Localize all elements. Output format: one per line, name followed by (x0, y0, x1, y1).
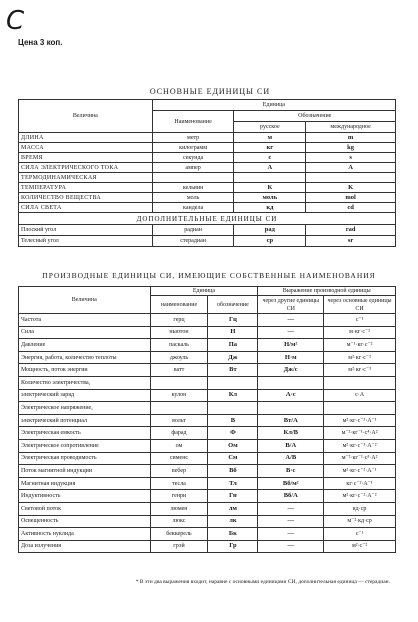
header-name: Наименование (152, 111, 234, 133)
table-cell: Электрическая емкость (19, 427, 151, 440)
table-cell: Количество электричества, (19, 376, 151, 389)
table-cell: ТЕРМОДИНАМИЧЕСКАЯ (19, 173, 153, 183)
header-symbol: обозначение (208, 296, 258, 314)
table-cell: лм (208, 502, 258, 515)
table-cell: Вт/А (258, 414, 324, 427)
table-cell: Мощность, поток энергии (19, 364, 151, 377)
table-cell: м⁻¹·кг·с⁻² (324, 339, 396, 352)
table-row (19, 193, 396, 203)
table-cell: м·кг·с⁻² (324, 326, 396, 339)
table-cell: Дж (208, 351, 258, 364)
table-cell: КОЛИЧЕСТВО ВЕЩЕСТВА (19, 193, 153, 203)
header-international: международное (306, 122, 396, 133)
table-cell: — (258, 326, 324, 339)
table-cell: м²·кг·с⁻³·А⁻² (324, 439, 396, 452)
table-cell: м²·кг·с⁻³ (324, 364, 396, 377)
table-cell: Н (208, 326, 258, 339)
table-cell: стерадиан (152, 236, 234, 247)
table-cell: ньютон (150, 326, 208, 339)
table-row (19, 465, 396, 478)
table-cell: Световой поток (19, 502, 151, 515)
table2-title: ПРОИЗВОДНЫЕ ЕДИНИЦЫ СИ, ИМЕЮЩИЕ СОБСТВЕННЫЕ НАИМЕНОВАНИЯ (42, 271, 376, 280)
table-cell: радиан (152, 225, 234, 236)
table-cell: A (306, 163, 396, 173)
table-cell: Освещенность (19, 515, 151, 528)
table-row (19, 326, 396, 339)
table-cell: электрический потенциал (19, 414, 151, 427)
table-cell: ватт (150, 364, 208, 377)
table-cell: м²·кг·с⁻³·А⁻¹ (324, 414, 396, 427)
table-cell: Вт (208, 364, 258, 377)
table-cell: Давление (19, 339, 151, 352)
table-cell: с (234, 153, 306, 163)
table-cell: — (258, 540, 324, 553)
table-row (19, 163, 396, 173)
table-cell: — (258, 314, 324, 327)
footnote: * В эти два выражения входит, наравне с основными единицами СИ, дополнительная единица — стерадиан. (135, 579, 390, 585)
table-row (19, 183, 396, 193)
table-cell: лк (208, 515, 258, 528)
table-cell: Ом (208, 439, 258, 452)
table-row (19, 528, 396, 541)
header-other-units: через другие единицы СИ (258, 296, 324, 314)
table-cell: Н·м (258, 351, 324, 364)
table-cell: м²·кг·с⁻²·А⁻² (324, 490, 396, 503)
header-name: наименование (150, 296, 208, 314)
table-cell: беккерель (150, 528, 208, 541)
table-cell: Па (208, 339, 258, 352)
table-cell: с⁻¹ (324, 528, 396, 541)
supplementary-title-row (19, 213, 396, 225)
table-cell: Поток магнитной индукции (19, 465, 151, 478)
table-cell: кг·с⁻²·А⁻¹ (324, 477, 396, 490)
table-cell: м⁻²·кг⁻¹·с⁴·А² (324, 427, 396, 440)
table-row (19, 439, 396, 452)
table-cell: м (234, 133, 306, 143)
table-cell: В·с (258, 465, 324, 478)
table-cell: Гн (208, 490, 258, 503)
table-cell: К (234, 183, 306, 193)
table-row (19, 515, 396, 528)
table-cell: Энергия, работа, количество теплоты (19, 351, 151, 364)
table-cell: s (306, 153, 396, 163)
table-row (19, 364, 396, 377)
table-cell: генри (150, 490, 208, 503)
table-cell: сименс (150, 452, 208, 465)
table-cell: ТЕМПЕРАТУРА (19, 183, 153, 193)
table-cell: Бк (208, 528, 258, 541)
table-cell: Тл (208, 477, 258, 490)
table-cell: м⁻²·кд·ср (324, 515, 396, 528)
table-cell: В (208, 414, 258, 427)
table-cell: кулон (150, 389, 208, 402)
header-russian: русское (234, 122, 306, 133)
table-row (19, 133, 396, 143)
corner-mark: C (6, 6, 25, 36)
table-cell: м²·с⁻² (324, 540, 396, 553)
table-cell: Вб (208, 465, 258, 478)
header-unit: Единица (152, 100, 395, 111)
table-cell: тесла (150, 477, 208, 490)
table-cell: ВРЕМЯ (19, 153, 153, 163)
table-row (19, 143, 396, 153)
table-row (19, 414, 396, 427)
table-cell (258, 402, 324, 415)
table-cell: m (306, 133, 396, 143)
table-row (19, 540, 396, 553)
table-cell (306, 173, 396, 183)
table-cell: Гр (208, 540, 258, 553)
table-cell (208, 402, 258, 415)
table-cell: Доза излучения (19, 540, 151, 553)
table-cell: А·с (258, 389, 324, 402)
table-cell: метр (152, 133, 234, 143)
header-base-units: через основные единицы СИ (324, 296, 396, 314)
table-cell: Электрическое сопротивление (19, 439, 151, 452)
table-cell (150, 376, 208, 389)
table-cell: ДОПОЛНИТЕЛЬНЫЕ ЕДИНИЦЫ СИ (19, 213, 396, 225)
table-cell: — (258, 528, 324, 541)
table-row (19, 389, 396, 402)
table-cell: ампер (152, 163, 234, 173)
table-row (19, 376, 396, 389)
table-cell: м⁻²·кг⁻¹·с³·А² (324, 452, 396, 465)
table-cell (234, 173, 306, 183)
table-cell: ср (234, 236, 306, 247)
table-cell: вольт (150, 414, 208, 427)
table-cell: В/А (258, 439, 324, 452)
table-cell: — (258, 515, 324, 528)
table-cell: ДЛИНА (19, 133, 153, 143)
table-cell: Дж/с (258, 364, 324, 377)
table-cell: kg (306, 143, 396, 153)
table-row (19, 153, 396, 163)
table-row (19, 351, 396, 364)
price-label: Цена 3 коп. (18, 38, 63, 47)
table-cell: Кл (208, 389, 258, 402)
derived-units-table (18, 286, 396, 553)
table-cell: джоуль (150, 351, 208, 364)
table-cell: кд (234, 203, 306, 213)
table-cell: Плоский угол (19, 225, 153, 236)
header-quantity: Величина (19, 100, 153, 133)
table-cell: Н/м² (258, 339, 324, 352)
table-cell: Вб/А (258, 490, 324, 503)
table-row (19, 314, 396, 327)
table-row (19, 225, 396, 236)
table-cell: м²·кг·с⁻²·А⁻¹ (324, 465, 396, 478)
table-cell: кг (234, 143, 306, 153)
table-cell: вебер (150, 465, 208, 478)
table-cell: грэй (150, 540, 208, 553)
table-cell: Телесный угол (19, 236, 153, 247)
table1-title: ОСНОВНЫЕ ЕДИНИЦЫ СИ (149, 87, 271, 96)
table-cell: СИЛА ЭЛЕКТРИЧЕСКОГО ТОКА (19, 163, 153, 173)
table-cell: K (306, 183, 396, 193)
table-row (19, 173, 396, 183)
table-cell: А (234, 163, 306, 173)
table-cell: секунда (152, 153, 234, 163)
table-cell: cd (306, 203, 396, 213)
table-cell: sr (306, 236, 396, 247)
table-row (19, 502, 396, 515)
table-cell: СИЛА СВЕТА (19, 203, 153, 213)
table-cell: Сила (19, 326, 151, 339)
table-cell: электрический заряд (19, 389, 151, 402)
table-cell: моль (234, 193, 306, 203)
table-cell: люкс (150, 515, 208, 528)
table-cell: Электрическое напряжение, (19, 402, 151, 415)
table-cell: mol (306, 193, 396, 203)
table-cell: Кл/В (258, 427, 324, 440)
header-expression: Выражение производной единицы (258, 287, 396, 296)
table-cell: Гц (208, 314, 258, 327)
table-cell (150, 402, 208, 415)
table-cell: м²·кг·с⁻² (324, 351, 396, 364)
table-cell: Вб/м² (258, 477, 324, 490)
table-cell (258, 376, 324, 389)
table-cell: Индуктивность (19, 490, 151, 503)
table-cell: герц (150, 314, 208, 327)
table-cell: фарад (150, 427, 208, 440)
table-row (19, 427, 396, 440)
base-units-table (18, 99, 396, 247)
table-cell: Частота (19, 314, 151, 327)
table-row (19, 236, 396, 247)
table-cell: люмен (150, 502, 208, 515)
table-cell: моль (152, 193, 234, 203)
table-cell (324, 376, 396, 389)
table-cell: А/В (258, 452, 324, 465)
table-cell (208, 376, 258, 389)
table-row (19, 339, 396, 352)
table-cell: с·А (324, 389, 396, 402)
table-cell: килограмм (152, 143, 234, 153)
table-cell: Магнитная индукция (19, 477, 151, 490)
table-cell: паскаль (150, 339, 208, 352)
table-cell: rad (306, 225, 396, 236)
table-cell: кельвин (152, 183, 234, 193)
table-cell: ом (150, 439, 208, 452)
table-cell: См (208, 452, 258, 465)
header-symbol: Обозначение (234, 111, 396, 122)
table-cell: кандела (152, 203, 234, 213)
table-cell: МАССА (19, 143, 153, 153)
table-cell: кд·ср (324, 502, 396, 515)
table-cell: с⁻¹ (324, 314, 396, 327)
table-row (19, 203, 396, 213)
table-cell: Электрическая проводимость (19, 452, 151, 465)
table-cell: Активность нуклида (19, 528, 151, 541)
table-cell: — (258, 502, 324, 515)
table-cell (152, 173, 234, 183)
table-row (19, 452, 396, 465)
header-unit: Единица (150, 287, 258, 296)
table-row (19, 490, 396, 503)
table-cell: рад (234, 225, 306, 236)
table-cell (324, 402, 396, 415)
header-quantity: Величина (19, 287, 151, 314)
table-row (19, 477, 396, 490)
table-row (19, 402, 396, 415)
table-cell: Ф (208, 427, 258, 440)
